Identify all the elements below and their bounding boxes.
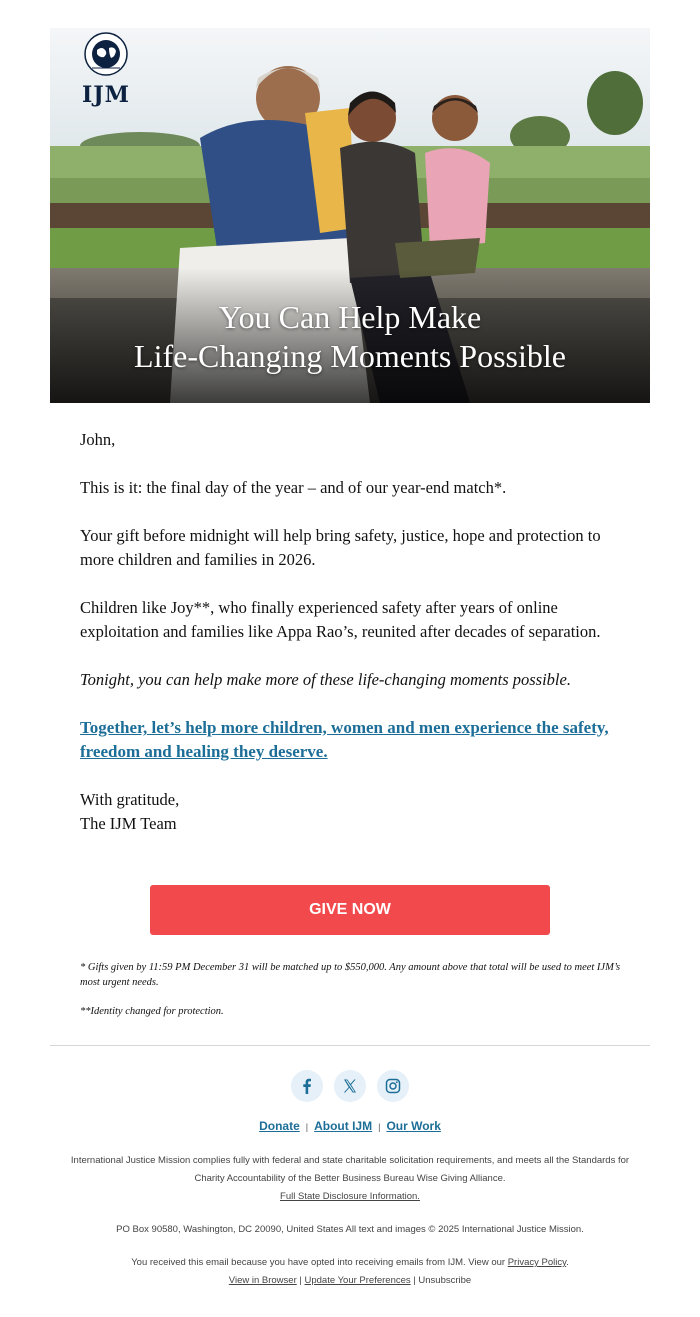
footer-separator: | bbox=[413, 1275, 416, 1286]
footer-divider bbox=[50, 1045, 650, 1046]
globe-seal-icon bbox=[82, 28, 130, 76]
footer-work-link[interactable]: Our Work bbox=[386, 1119, 441, 1133]
instagram-link[interactable] bbox=[377, 1070, 409, 1102]
paragraph-2: Your gift before midnight will help bring safety, justice, hope and protection to more children and families in 2026. bbox=[80, 526, 601, 569]
subscription-block bbox=[70, 1254, 630, 1290]
unsubscribe-link[interactable]: Unsubscribe bbox=[418, 1275, 472, 1286]
paragraph-4: Tonight, you can help make more of these life-changing moments possible. bbox=[80, 670, 571, 689]
closing: With gratitude, bbox=[80, 790, 180, 809]
ijm-logo[interactable] bbox=[80, 28, 132, 106]
facebook-link[interactable] bbox=[291, 1070, 323, 1102]
hero-image bbox=[50, 28, 650, 403]
facebook-icon bbox=[299, 1078, 315, 1094]
instagram-icon bbox=[385, 1078, 401, 1094]
social-icons bbox=[0, 1070, 700, 1102]
footer-donate-link[interactable]: Donate bbox=[259, 1119, 300, 1133]
address-text: PO Box 90580, Washington, DC 20090, United States All text and images © 2025 International Justice Mission. bbox=[116, 1224, 584, 1235]
footer-separator: | bbox=[305, 1122, 309, 1132]
hero-headline-line1: You Can Help Make bbox=[218, 299, 482, 335]
compliance-block bbox=[70, 1152, 630, 1206]
footer-nav bbox=[0, 1119, 700, 1133]
signature: The IJM Team bbox=[80, 814, 177, 833]
give-now-button[interactable]: GIVE NOW bbox=[150, 885, 550, 935]
hero-headline-line2: Life-Changing Moments Possible bbox=[134, 338, 566, 374]
identity-footnote: **Identity changed for protection. bbox=[80, 1006, 224, 1017]
view-in-browser-link[interactable]: View in Browser bbox=[228, 1275, 297, 1286]
together-link[interactable]: Together, let’s help more children, women and men experience the safety, freedom and healing they deserve. bbox=[80, 718, 609, 761]
received-text: You received this email because you have opted into receiving emails from IJM. View our bbox=[131, 1257, 506, 1268]
privacy-period: . bbox=[566, 1257, 569, 1268]
paragraph-3: Children like Joy**, who finally experienced safety after years of online exploitation and families like Appa Rao’s, reunited after decades of separation. bbox=[80, 598, 601, 641]
greeting: John, bbox=[80, 430, 116, 449]
footer-separator: | bbox=[299, 1275, 302, 1286]
footer-about-link[interactable]: About IJM bbox=[314, 1119, 373, 1133]
closing-block bbox=[80, 788, 625, 836]
match-footnote: * Gifts given by 11:59 PM December 31 will be matched up to $550,000. Any amount above that total will be used to meet IJM’s most urgent needs. bbox=[80, 962, 621, 988]
footer-separator: | bbox=[378, 1122, 381, 1132]
logo-wordmark: IJM bbox=[81, 82, 131, 108]
x-icon bbox=[342, 1078, 358, 1094]
disclosure-link[interactable]: Full State Disclosure Information. bbox=[280, 1191, 420, 1202]
update-preferences-link[interactable]: Update Your Preferences bbox=[304, 1275, 411, 1286]
paragraph-1: This is it: the final day of the year – and of our year-end match*. bbox=[80, 478, 507, 497]
hero-headline bbox=[50, 298, 650, 376]
x-link[interactable] bbox=[334, 1070, 366, 1102]
compliance-text: International Justice Mission complies fully with federal and state charitable solicitation requirements, and meets all the Standards for Charity Accountability of the Better Business Bureau Wise Giving Alliance. bbox=[70, 1155, 630, 1184]
privacy-policy-link[interactable]: Privacy Policy bbox=[507, 1257, 567, 1268]
letter-body bbox=[80, 428, 625, 836]
